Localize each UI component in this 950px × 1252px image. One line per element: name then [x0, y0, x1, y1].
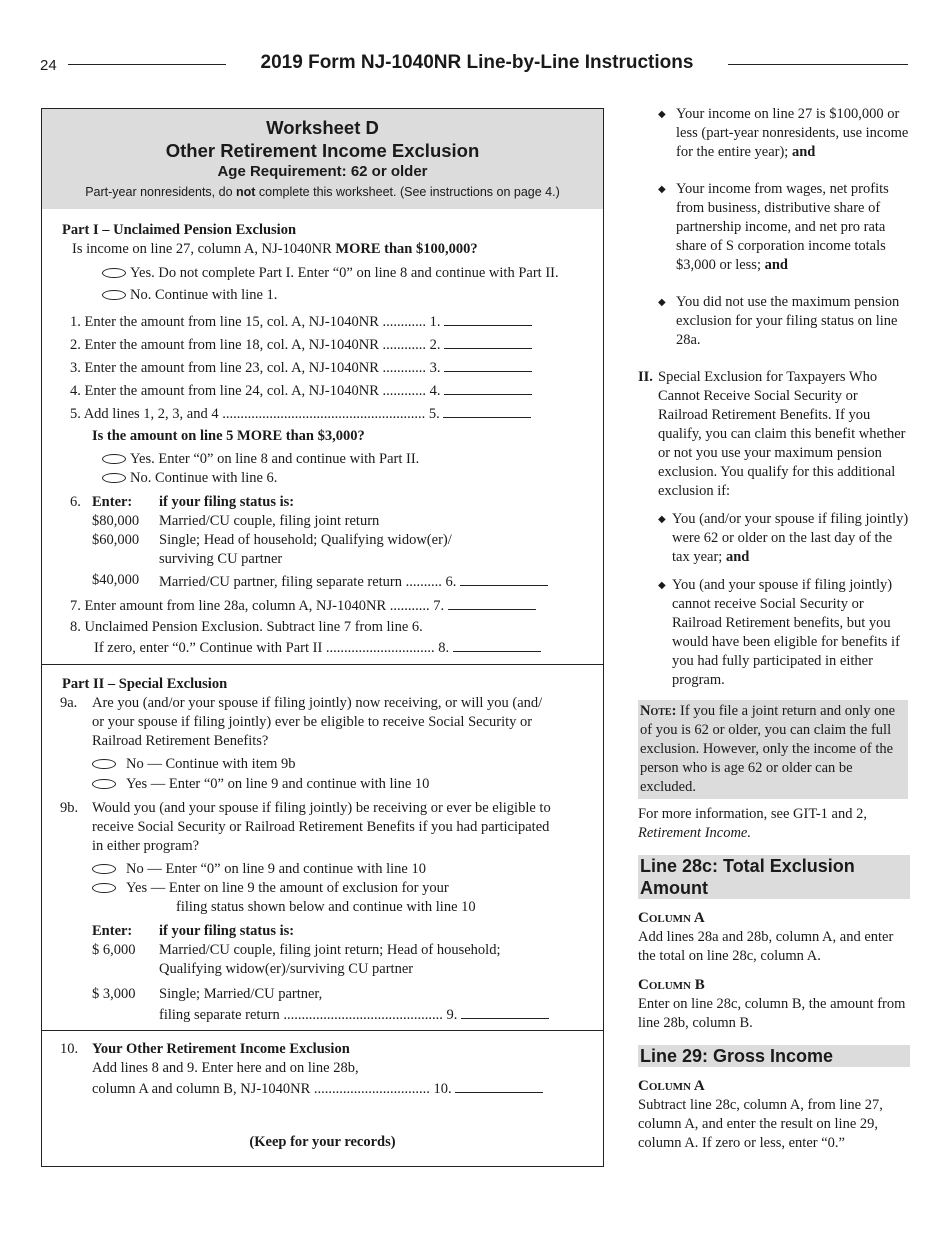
- radio-oval-icon[interactable]: [92, 759, 116, 769]
- line-6-status-a: Married/CU couple, filing joint return: [159, 513, 380, 529]
- line-9-status-a1: Married/CU couple, filing joint return; Head of household;: [159, 942, 501, 958]
- q9a-no-option[interactable]: No — Continue with item 9b: [92, 755, 296, 774]
- q9b-no-option[interactable]: No — Enter “0” on line 9 and continue with line 10: [92, 860, 426, 879]
- line-29-heading: Line 29: Gross Income: [638, 1045, 910, 1067]
- line-8: If zero, enter “0.” Continue with Part II .............................. 8.: [94, 637, 541, 658]
- bullet-wages-limit: ◆ Your income from wages, net profits from business, distributive share of partnership income, and net pro rata share of S corporation income totals $3,000 or less; and: [658, 181, 889, 273]
- line-5-question: Is the amount on line 5 MORE than $3,000?: [92, 428, 365, 444]
- part-divider: [42, 664, 603, 665]
- radio-oval-icon[interactable]: [92, 883, 116, 893]
- radio-oval-icon[interactable]: [92, 864, 116, 874]
- diamond-bullet-icon: ◆: [658, 184, 666, 195]
- q9a-line3: Railroad Retirement Benefits?: [92, 733, 269, 749]
- bullet-max-exclusion: ◆ You did not use the maximum pension exclusion for your filing status on line 28a.: [658, 294, 900, 348]
- q9b-num: 9b.: [60, 800, 79, 816]
- part1-title: Part I – Unclaimed Pension Exclusion: [62, 222, 297, 238]
- diamond-bullet-icon: ◆: [658, 514, 666, 525]
- line-6-status-b2: surviving CU partner: [159, 551, 283, 567]
- line-5: 5. Add lines 1, 2, 3, and 4 ........................................................ 5.: [70, 403, 531, 424]
- line-6-enter: Enter:: [92, 494, 133, 510]
- radio-oval-icon[interactable]: [102, 290, 126, 300]
- part1-yes-option[interactable]: Yes. Do not complete Part I. Enter “0” on line 8 and continue with Part II.: [102, 264, 559, 283]
- line-29-column-a-label: Column A: [638, 1078, 705, 1094]
- line-4: 4. Enter the amount from line 24, col. A, NJ-1040NR ............ 4.: [70, 380, 532, 401]
- q9b-line2: receive Social Security or Railroad Retirement Benefits if you had participated: [92, 819, 550, 835]
- line-8-text: 8. Unclaimed Pension Exclusion. Subtract line 7 from line 6.: [70, 619, 423, 635]
- line-9-status-b1: Single; Married/CU partner,: [159, 986, 323, 1002]
- line-3-input[interactable]: [444, 357, 532, 372]
- line-8-input[interactable]: [453, 637, 541, 652]
- line-9-amount-b: $ 3,000: [92, 986, 136, 1002]
- q9b-line1: Would you (and your spouse if filing jointly) be receiving or ever be eligible to: [92, 800, 551, 816]
- page-title: 2019 Form NJ-1040NR Line-by-Line Instructions: [260, 52, 694, 73]
- page-number: 24: [40, 57, 57, 74]
- worksheet-note: Part-year nonresidents, do not complete this worksheet. (See instructions on page 4.): [85, 185, 560, 199]
- q9a-line2: or your spouse if filing jointly) ever be eligible to receive Social Security or: [92, 714, 533, 730]
- more-information: For more information, see GIT-1 and 2, Retirement Income.: [638, 806, 867, 841]
- worksheet-subtitle: Other Retirement Income Exclusion: [165, 140, 480, 161]
- part1-question: Is income on line 27, column A, NJ-1040NR MORE than $100,000?: [72, 241, 478, 257]
- line-9-amount-a: $ 6,000: [92, 942, 136, 958]
- line-6-status: if your filing status is:: [159, 494, 295, 510]
- note-box: Note: If you file a joint return and only one of you is 62 or older, you can claim the full exclusion. However, only the income of the person who is age 62 or older can be excluded.: [638, 700, 908, 799]
- line-9-status: if your filing status is:: [159, 923, 295, 939]
- bullet-age-62: ◆ You (and/or your spouse if filing jointly) were 62 or older on the last day of the tax year; and: [658, 511, 909, 565]
- line-2-input[interactable]: [444, 334, 532, 349]
- line-28c-column-a-label: Column A: [638, 910, 705, 926]
- line-6-amount-a: $80,000: [92, 513, 140, 529]
- radio-oval-icon[interactable]: [102, 473, 126, 483]
- q9a-line1: Are you (and/or your spouse if filing jointly) now receiving, or will you (and/: [92, 695, 543, 711]
- line-6-num: 6.: [70, 494, 81, 510]
- line-28c-column-b-label: Column B: [638, 977, 705, 993]
- q9b-line3: in either program?: [92, 838, 200, 854]
- worksheet-header: [42, 109, 603, 209]
- line-6-status-b1: Single; Head of household; Qualifying widow(er)/: [159, 532, 452, 548]
- line-1: 1. Enter the amount from line 15, col. A, NJ-1040NR ............ 1.: [70, 311, 532, 332]
- age-requirement: Age Requirement: 62 or older: [217, 163, 428, 180]
- line-9-status-a2: Qualifying widow(er)/surviving CU partner: [159, 961, 414, 977]
- line-10: column A and column B, NJ-1040NR ................................ 10.: [92, 1078, 543, 1099]
- line-9-input[interactable]: [461, 1004, 549, 1019]
- line-10-divider: [42, 1030, 603, 1031]
- q9b-yes-option[interactable]: Yes — Enter on line 9 the amount of exclusion for your: [92, 879, 449, 898]
- line-28c-column-b-text: Enter on line 28c, column B, the amount from line 28b, column B.: [638, 996, 906, 1031]
- roman-numeral-ii: II.: [638, 369, 653, 385]
- line-5-yes-option[interactable]: Yes. Enter “0” on line 8 and continue with Part II.: [102, 450, 419, 469]
- line-10-title: Your Other Retirement Income Exclusion: [92, 1041, 350, 1057]
- line-28c-column-a-text: Add lines 28a and 28b, column A, and enter the total on line 28c, column A.: [638, 929, 894, 964]
- line-5-input[interactable]: [443, 403, 531, 418]
- q9b-yes-continued: filing status shown below and continue with line 10: [176, 899, 476, 915]
- line-6-amount-b: $60,000: [92, 532, 140, 548]
- line-29-column-a-text: Subtract line 28c, column A, from line 27, column A, and enter the result on line 29, column A. If zero or less, enter “0.”: [638, 1097, 883, 1151]
- worksheet-d: [41, 108, 604, 1167]
- line-10-input[interactable]: [455, 1078, 543, 1093]
- line-10-num: 10.: [60, 1041, 79, 1057]
- special-exclusion-section: II. Special Exclusion for Taxpayers Who Cannot Receive Social Security or Railroad Retirement Benefits. If you qualify, you can claim this benefit whether or not you use your maximum pension exclusion. You qualify for this additional exclusion if:: [638, 369, 906, 499]
- part1-no-option[interactable]: No. Continue with line 1.: [102, 286, 277, 305]
- line-2: 2. Enter the amount from line 18, col. A, NJ-1040NR ............ 2.: [70, 334, 532, 355]
- radio-oval-icon[interactable]: [102, 454, 126, 464]
- diamond-bullet-icon: ◆: [658, 580, 666, 591]
- line-9-enter: Enter:: [92, 923, 133, 939]
- bullet-income-limit: ◆ Your income on line 27 is $100,000 or less (part-year nonresidents, use income for the entire year); and: [658, 106, 909, 160]
- worksheet-title: Worksheet D: [266, 117, 379, 138]
- line-6-amount-c: $40,000: [92, 572, 140, 588]
- line-5-no-option[interactable]: No. Continue with line 6.: [102, 469, 277, 488]
- bullet-no-social-security: ◆ You (and your spouse if filing jointly) cannot receive Social Security or Railroad Retirement benefits, but you would have been eligible for benefits if you had fully participated in either program.: [658, 577, 900, 688]
- line-9: filing separate return ............................................ 9.: [159, 1004, 549, 1025]
- diamond-bullet-icon: ◆: [658, 109, 666, 120]
- header-rule-left: [68, 64, 226, 65]
- q9a-num: 9a.: [60, 695, 78, 711]
- line-7-input[interactable]: [448, 595, 536, 610]
- radio-oval-icon[interactable]: [92, 779, 116, 789]
- part2-title: Part II – Special Exclusion: [62, 676, 228, 692]
- line-10-text: Add lines 8 and 9. Enter here and on line 28b,: [92, 1060, 359, 1076]
- line-7: 7. Enter amount from line 28a, column A, NJ-1040NR ........... 7.: [70, 595, 536, 616]
- right-column: [638, 105, 910, 1153]
- diamond-bullet-icon: ◆: [658, 297, 666, 308]
- line-3: 3. Enter the amount from line 23, col. A, NJ-1040NR ............ 3.: [70, 357, 532, 378]
- keep-for-records: (Keep for your records): [249, 1134, 396, 1150]
- line-6-input[interactable]: [460, 571, 548, 586]
- line-1-input[interactable]: [444, 311, 532, 326]
- radio-oval-icon[interactable]: [102, 268, 126, 278]
- header-rule-right: [728, 64, 908, 65]
- line-4-input[interactable]: [444, 380, 532, 395]
- q9a-yes-option[interactable]: Yes — Enter “0” on line 9 and continue with line 10: [92, 775, 429, 794]
- line-28c-heading: Line 28c: Total Exclusion Amount: [638, 855, 910, 899]
- line-6: Married/CU partner, filing separate return .......... 6.: [159, 571, 548, 592]
